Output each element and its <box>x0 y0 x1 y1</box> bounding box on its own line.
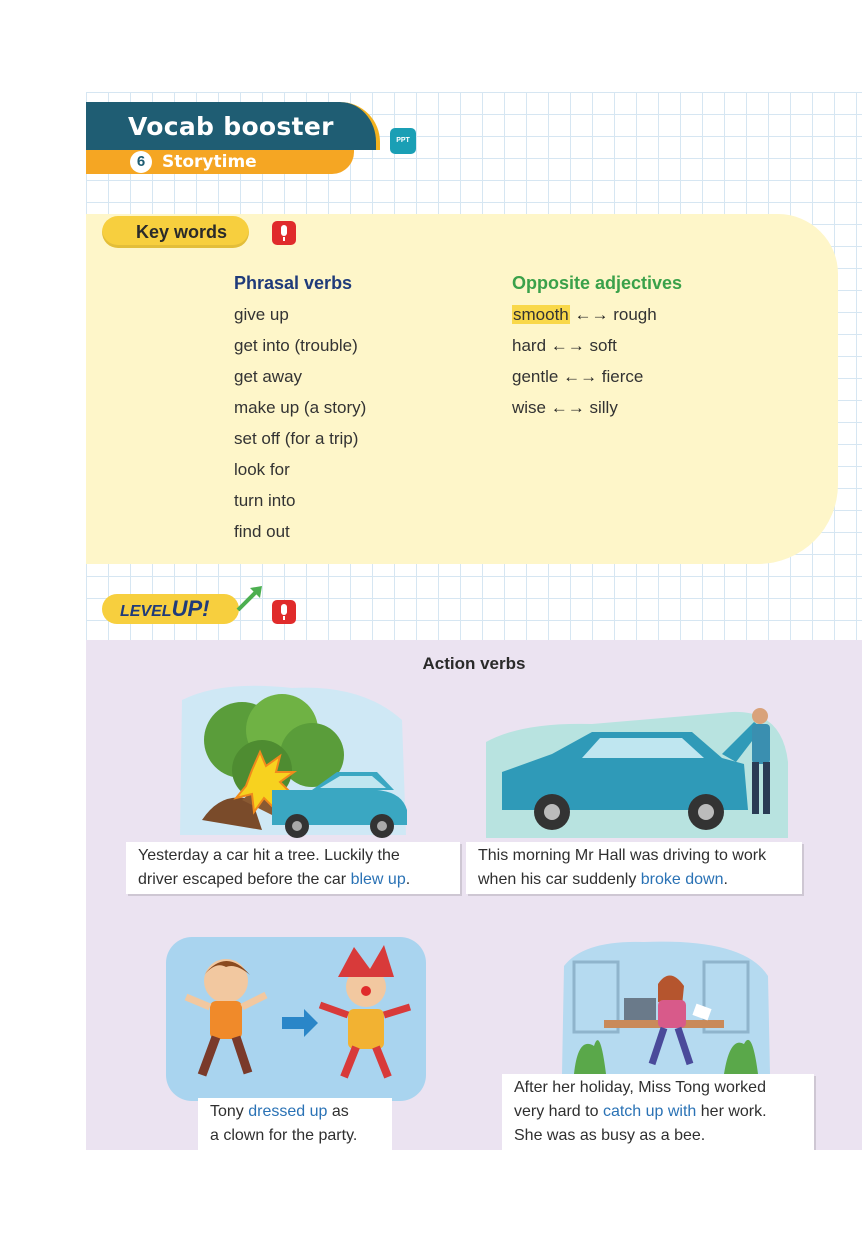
level-up-text: LEVEL <box>120 603 172 620</box>
caption-text: her work. <box>696 1103 767 1120</box>
microphone-icon[interactable] <box>272 221 296 245</box>
phrasal-verbs-heading: Phrasal verbs <box>234 273 353 293</box>
caption-text: driver escaped before the car <box>138 871 351 888</box>
caption-text: This morning Mr Hall was driving to work <box>478 847 767 864</box>
caption-text: Tony <box>210 1103 249 1120</box>
adjective-pair <box>512 336 617 356</box>
caption-line <box>478 868 790 892</box>
double-arrow-icon: ←→ <box>550 398 585 417</box>
phrasal-verb: set off (for a trip) <box>234 429 359 448</box>
phrasal-verb: find out <box>234 522 290 541</box>
caption-text: She was as busy as a bee. <box>514 1127 706 1144</box>
double-arrow-icon: ←→ <box>574 305 609 324</box>
caption-blew-up <box>126 842 460 894</box>
action-verb: dressed up <box>248 1103 328 1120</box>
level-up-label <box>102 594 239 624</box>
adjective: silly <box>589 398 618 417</box>
level-up-text-big: UP! <box>171 596 210 621</box>
phrasal-verb: get into (trouble) <box>234 336 358 355</box>
caption-text: a clown for the party. <box>210 1127 358 1144</box>
caption-line <box>138 868 448 892</box>
unit-number-badge: 6 <box>130 151 152 173</box>
action-verbs-title: Action verbs <box>422 654 526 673</box>
caption-text: Yesterday a car hit a tree. Luckily the <box>138 847 400 864</box>
caption-catch-up-with <box>502 1074 814 1150</box>
phrasal-verb: turn into <box>234 491 296 510</box>
phrasal-verb: give up <box>234 305 289 324</box>
caption-text: . <box>723 871 728 888</box>
unit-name: Storytime <box>162 152 257 172</box>
action-verb: catch up with <box>602 1103 697 1120</box>
adjective: fierce <box>601 367 644 386</box>
caption-line <box>210 1100 380 1124</box>
phrasal-verb: look for <box>234 460 290 479</box>
adjective: soft <box>589 336 617 355</box>
caption-text: as <box>327 1103 349 1120</box>
caption-text: . <box>405 871 411 888</box>
action-verb: blew up <box>350 871 406 888</box>
microphone-icon[interactable] <box>272 600 296 624</box>
caption-broke-down <box>466 842 802 894</box>
adjective-pair <box>512 367 643 387</box>
caption-text: very hard to <box>514 1103 603 1120</box>
caption-dressed-up <box>198 1098 392 1150</box>
adjective: wise <box>512 398 547 417</box>
adjective-pair <box>512 398 618 418</box>
phrasal-verb: get away <box>234 367 303 386</box>
phrasal-verb: make up (a story) <box>234 398 367 417</box>
adjective: smooth <box>513 305 569 324</box>
up-arrow-icon <box>236 584 266 614</box>
adjective: hard <box>512 336 547 355</box>
double-arrow-icon: ←→ <box>563 367 598 386</box>
broken-car-illustration <box>482 702 792 842</box>
action-verbs-section <box>86 640 862 1150</box>
key-words-label: Key words <box>102 216 249 248</box>
caption-line <box>514 1100 802 1124</box>
adjective-pair <box>512 305 657 325</box>
action-verb: broke down <box>640 871 724 888</box>
dressed-up-illustration <box>166 937 426 1101</box>
adjective: gentle <box>512 367 559 386</box>
ppt-icon[interactable]: PPT <box>390 128 416 154</box>
caption-text: After her holiday, Miss Tong worked <box>514 1079 766 1096</box>
caption-text: when his car suddenly <box>478 871 641 888</box>
opposite-adjectives-heading: Opposite adjectives <box>512 273 683 293</box>
key-words-panel <box>86 214 838 564</box>
busy-office-illustration <box>554 936 774 1076</box>
textbook-page <box>86 92 862 1150</box>
adjective: rough <box>613 305 657 324</box>
double-arrow-icon: ←→ <box>550 336 585 355</box>
page-title: Vocab booster <box>128 112 334 141</box>
car-explosion-illustration <box>162 680 412 840</box>
